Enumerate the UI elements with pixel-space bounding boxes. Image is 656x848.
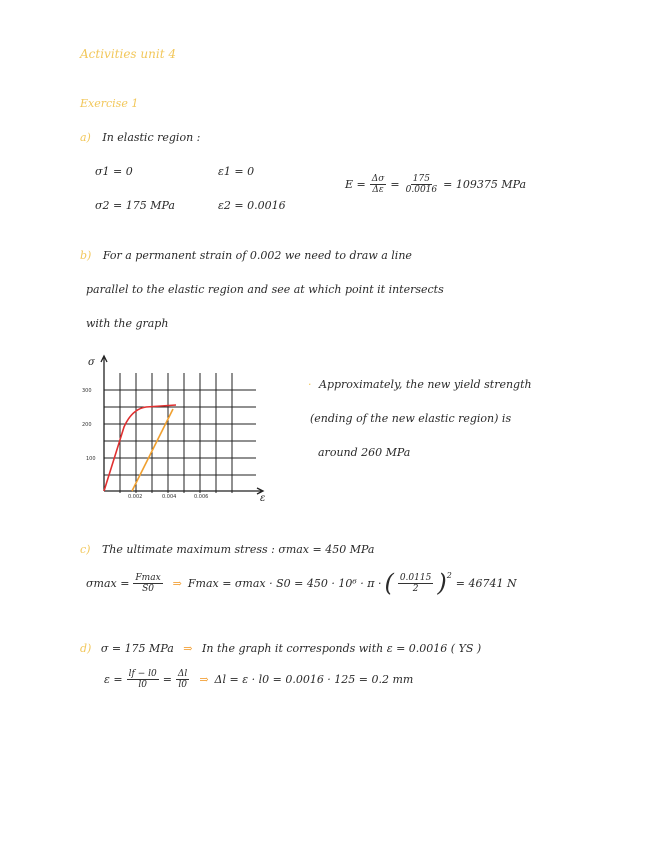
graph-grid (104, 373, 256, 493)
part-b-label: b) (80, 249, 92, 262)
x-tick-0004: 0.004 (162, 494, 177, 500)
e-fraction-2: $\frac{175}{0.0016}$ (405, 174, 438, 195)
fmax-equation: σmax = $\frac{Fmax}{S0}$ ⇒ Fmax = σmax · S0 = 450 · 10⁶ · π · ( $\frac{0.0115}{2}$ ) $^2$ = 46741 N (86, 569, 517, 597)
e-fraction-1: $\frac{\Delta\sigma}{\Delta\varepsilon}$ (371, 174, 385, 195)
note-line-1: · Approximately, the new yield strength (308, 378, 532, 391)
elongation-equation (104, 669, 413, 690)
note-line-3: around 260 MPa (318, 446, 411, 459)
fmax-result: = 46741 N (455, 576, 517, 590)
part-c-heading-line (80, 543, 374, 556)
e-lhs: E = (345, 178, 366, 191)
strain-fraction-2: $\frac{\Delta l}{l0}$ (177, 669, 188, 690)
x-axis-label: ε (260, 493, 266, 504)
sigma-max-lhs: σmax = (86, 576, 130, 590)
strain-equals: = (162, 673, 172, 686)
x-tick-0002: 0.002 (128, 494, 143, 500)
stress-strain-curve (104, 405, 176, 491)
exercise-heading: Exercise 1 (80, 97, 139, 110)
y-tick-100: 100 (86, 456, 96, 462)
part-d-heading: σ = 175 MPa (100, 642, 174, 655)
part-d-heading-2: In the graph it corresponds with ε = 0.0016 ( YS ) (202, 642, 482, 655)
part-b-line-3: with the graph (86, 317, 169, 330)
diameter-fraction: $\frac{0.0115}{2}$ (399, 572, 432, 594)
fmax-expression: Fmax = σmax · S0 = 450 · 10⁶ · π · (187, 576, 382, 590)
part-b-line-1: b) For a permanent strain of 0.002 we need to draw a line (80, 249, 412, 262)
y-tick-200: 200 (82, 422, 92, 428)
part-b-line-2: parallel to the elastic region and see at which point it intersects (86, 283, 444, 296)
eps-lhs: ε = (104, 673, 123, 686)
stress-strain-graph (80, 345, 280, 505)
strain-fraction-1: $\frac{lf - l0}{l0}$ (128, 669, 157, 690)
x-tick-0006: 0.006 (194, 494, 209, 500)
implies-arrow-icon: ⇒ (172, 576, 182, 590)
part-a-heading: In elastic region : (102, 131, 201, 144)
e-result: = 109375 MPa (443, 178, 527, 191)
eps2-value: ε2 = 0.0016 (218, 199, 286, 212)
page-title: Activities unit 4 (80, 47, 176, 61)
squared-exponent: 2 (446, 571, 452, 580)
note-bullet: · (308, 378, 312, 391)
implies-arrow-icon: ⇒ (199, 673, 209, 686)
e-equals: = (390, 178, 400, 191)
youngs-modulus-equation (345, 174, 526, 195)
fmax-fraction: $\frac{Fmax}{S0}$ (135, 572, 161, 594)
part-a-label: a) (80, 131, 91, 144)
part-c-label: c) (80, 543, 91, 556)
part-a-heading-line (80, 131, 200, 144)
implies-arrow-icon: ⇒ (183, 642, 193, 655)
sigma1-value: σ1 = 0 (95, 165, 133, 178)
sigma2-value: σ2 = 175 MPa (95, 199, 175, 212)
part-d-heading-line (80, 642, 481, 655)
y-tick-300: 300 (82, 388, 92, 394)
note-line-2: (ending of the new elastic region) is (310, 412, 512, 425)
y-axis-label: σ (88, 357, 95, 368)
part-c-heading: The ultimate maximum stress : σmax = 450 MPa (101, 543, 375, 556)
elongation-result: Δl = ε · l0 = 0.0016 · 125 = 0.2 mm (214, 673, 414, 686)
eps1-value: ε1 = 0 (218, 165, 255, 178)
part-d-label: d) (80, 642, 92, 655)
